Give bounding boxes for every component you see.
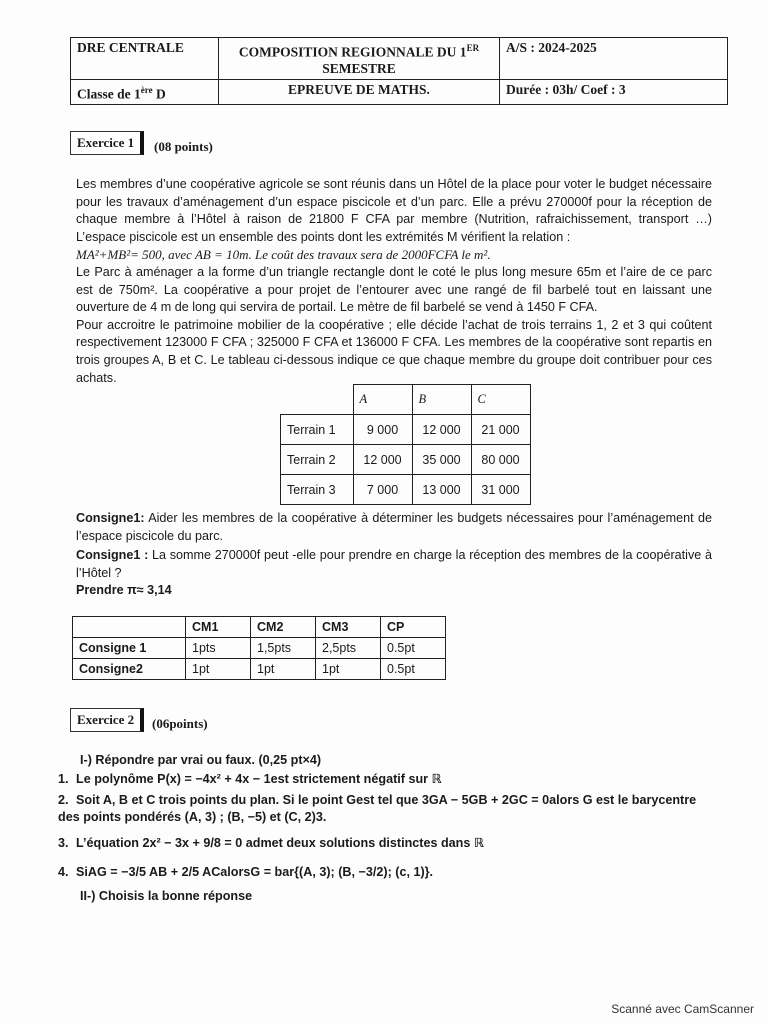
contribution-table [280,384,531,505]
row-label: Terrain 3 [281,475,354,505]
cell: 2,5pts [316,638,381,659]
exercise1-paragraph3: Pour accroitre le patrimoine mobilier de la coopérative ; elle décide l’achat de trois terrains 1, 2 et 3 qui coûtent respectivement 123000 F CFA ; 325000 F CFA et 136000 F CFA. Les membres de la coopérative sont repartis en trois groupes A, B et C. Le tableau ci-dessous indique ce que chaque membre du groupe doit contribuer pour ces achats. [76,317,712,385]
consigne1: Consigne1: Aider les membres de la coopérative à déterminer les budgets nécessaires pour l’aménagement de l’espace piscicole du parc. [76,511,712,543]
exercise2-title: Exercice 2 [70,708,144,732]
part2-heading: II-) Choisis la bonne réponse [80,889,253,903]
cell: 12 000 [353,445,412,475]
consignes [76,510,712,600]
header-dre: DRE CENTRALE [71,38,219,80]
cell: Consigne 1 [73,638,186,659]
exercise1-paragraph1: Les membres d’une coopérative agricole se sont réunis dans un Hôtel de la place pour voter le budget nécessaire pour les travaux d’aménagement d’un espace piscicole et d’un parc. Elle a prévu 270000f pour la réception de chaque membre à l’Hôtel à raison de 21800 F CFA par membre (Nutrition, rafraichissement, transport …) L’espace piscicole est un ensemble des points dont les extrémités M vérifient la relation : [76,177,712,244]
header-year: A/S : 2024-2025 [500,38,728,80]
grid-header: CM3 [316,617,381,638]
table-row [73,659,446,680]
exercise1-points: (08 points) [154,139,213,154]
exercise1-relation: MA²+MB²= 500, avec AB = 10m. Le coût des travaux sera de 2000FCFA le m². [76,247,491,263]
cell: Consigne2 [73,659,186,680]
cell: 1pt [316,659,381,680]
exercise1-title: Exercice 1 [70,131,144,155]
cell: 0.5pt [381,659,446,680]
header-table [70,37,728,105]
exercise1-text [76,176,712,387]
col-header-b: B [412,385,471,415]
exercise1-paragraph2: Le Parc à aménager a la forme d’un triangle rectangle dont le coté le plus long mesure 65m et l’aire de ce parc est de 750m². La coopérative a pour projet de l’entourer avec une rangé de fil barbelé tout en laissant une ouverture de 4 m de long qui servira de portail. Le mètre de fil barbelé se vend à 1450 F CFA. [76,264,712,315]
consigne2: Consigne1 : La somme 270000f peut -elle pour prendre en charge la réception des membres de la coopérative à l’Hôtel ? [76,548,713,580]
grid-header: CP [381,617,446,638]
cell: 35 000 [412,445,471,475]
table-row [281,415,531,445]
list-item: 4. SiAG = −3/5 AB + 2/5 ACalorsG = bar{(A, 3); (B, −3/2); (c, 1)}. [58,865,434,879]
cell: 12 000 [412,415,471,445]
header-duration: Durée : 03h/ Coef : 3 [500,79,728,105]
row-label: Terrain 2 [281,445,354,475]
header-subject: EPREUVE DE MATHS. [219,79,500,105]
cell: 31 000 [471,475,530,505]
table-row [281,445,531,475]
table-row [281,475,531,505]
cell: 1pts [186,638,251,659]
cell: 13 000 [412,475,471,505]
row-label: Terrain 1 [281,415,354,445]
cell: 0.5pt [381,638,446,659]
header-class: Classe de 1ère D [71,79,219,105]
list-item: 3. L’équation 2x² − 3x + 9/8 = 0 admet deux solutions distinctes dans ℝ [58,836,484,850]
part1-heading: I-) Répondre par vrai ou faux. (0,25 pt×4) [80,753,322,767]
pi-note: Prendre π≈ 3,14 [76,583,172,597]
exercise2-points: (06points) [152,716,208,731]
cell: 1pt [251,659,316,680]
grid-header: CM1 [186,617,251,638]
table-row [73,638,446,659]
cell: 1pt [186,659,251,680]
cell: 7 000 [353,475,412,505]
col-header-c: C [471,385,530,415]
scanner-watermark: Scanné avec CamScanner [611,1002,754,1016]
grading-table [72,616,446,680]
cell: 1,5pts [251,638,316,659]
header-title: COMPOSITION REGIONNALE DU 1ER SEMESTRE [219,38,500,80]
cell: 80 000 [471,445,530,475]
list-item: 2. Soit A, B et C trois points du plan. Si le point Gest tel que 3GA − 5GB + 2GC = 0alors G est le barycentre des points pondérés (A, 3) ; (B, −5) et (C, 2)3. [58,793,697,824]
col-header-a: A [353,385,412,415]
cell: 9 000 [353,415,412,445]
grid-header: CM2 [251,617,316,638]
cell: 21 000 [471,415,530,445]
grid-header [73,617,186,638]
list-item: 1. Le polynôme P(x) = −4x² + 4x − 1est strictement négatif sur ℝ [58,772,442,786]
